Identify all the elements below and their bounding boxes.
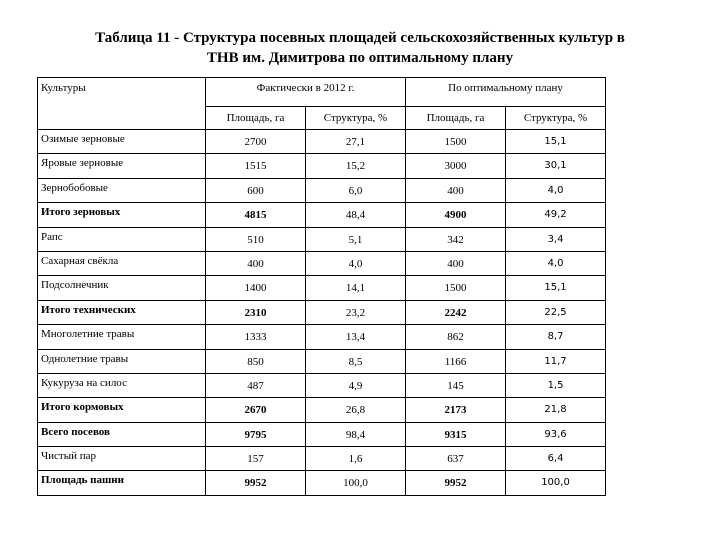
table-row [38,276,606,300]
optimal-area-cell: 637 [406,447,506,471]
crop-name-cell: Однолетние травы [38,349,206,373]
optimal-structure-cell: 8,7 [506,325,606,349]
actual-area-cell: 400 [206,251,306,275]
actual-area-cell: 2670 [206,398,306,422]
header-structure-optimal: Структура, % [506,107,606,130]
table-row [38,422,606,446]
table-row [38,251,606,275]
optimal-structure-cell: 11,7 [506,349,606,373]
header-area-actual: Площадь, га [206,107,306,130]
crop-name-cell: Кукуруза на силос [38,373,206,397]
optimal-area-cell: 400 [406,251,506,275]
table-row [38,471,606,495]
actual-structure-cell: 6,0 [306,178,406,202]
table-row [38,154,606,178]
header-structure-actual: Структура, % [306,107,406,130]
actual-structure-cell: 8,5 [306,349,406,373]
crop-name-cell: Озимые зерновые [38,130,206,154]
header-actual-2012: Фактически в 2012 г. [206,78,406,107]
table-row [38,398,606,422]
table-row [38,178,606,202]
optimal-area-cell: 4900 [406,203,506,227]
actual-area-cell: 2700 [206,130,306,154]
actual-area-cell: 157 [206,447,306,471]
crop-name-cell: Яровые зерновые [38,154,206,178]
optimal-area-cell: 862 [406,325,506,349]
optimal-structure-cell: 22,5 [506,300,606,324]
crop-name-cell: Всего посевов [38,422,206,446]
optimal-area-cell: 2173 [406,398,506,422]
table-row [38,447,606,471]
actual-structure-cell: 98,4 [306,422,406,446]
optimal-structure-cell: 1,5 [506,373,606,397]
optimal-structure-cell: 4,0 [506,178,606,202]
crop-name-cell: Многолетние травы [38,325,206,349]
actual-structure-cell: 100,0 [306,471,406,495]
table-title-line-2: ТНВ им. Димитрова по оптимальному плану [206,50,514,66]
table-row [38,349,606,373]
actual-area-cell: 1333 [206,325,306,349]
actual-area-cell: 9795 [206,422,306,446]
actual-structure-cell: 23,2 [306,300,406,324]
actual-structure-cell: 4,9 [306,373,406,397]
header-area-optimal: Площадь, га [406,107,506,130]
optimal-structure-cell: 3,4 [506,227,606,251]
table-title-line-1: Таблица 11 - Структура посевных площадей сельскохозяйственных культур в [95,30,625,46]
table-row [38,373,606,397]
crop-name-cell: Рапс [38,227,206,251]
optimal-structure-cell: 49,2 [506,203,606,227]
actual-area-cell: 1515 [206,154,306,178]
table-row [38,130,606,154]
table-title [20,28,700,68]
actual-structure-cell: 4,0 [306,251,406,275]
optimal-structure-cell: 93,6 [506,422,606,446]
actual-structure-cell: 48,4 [306,203,406,227]
header-row-1 [38,78,606,107]
actual-area-cell: 487 [206,373,306,397]
actual-structure-cell: 26,8 [306,398,406,422]
crop-name-cell: Чистый пар [38,447,206,471]
crop-name-cell: Итого кормовых [38,398,206,422]
header-crops: Культуры [38,78,206,130]
optimal-area-cell: 9315 [406,422,506,446]
crop-name-cell: Сахарная свёкла [38,251,206,275]
actual-area-cell: 2310 [206,300,306,324]
optimal-area-cell: 9952 [406,471,506,495]
actual-area-cell: 9952 [206,471,306,495]
actual-area-cell: 850 [206,349,306,373]
actual-area-cell: 510 [206,227,306,251]
header-optimal-plan: По оптимальному плану [406,78,606,107]
table-body [38,130,606,496]
actual-structure-cell: 5,1 [306,227,406,251]
actual-structure-cell: 13,4 [306,325,406,349]
optimal-area-cell: 3000 [406,154,506,178]
actual-structure-cell: 14,1 [306,276,406,300]
crop-name-cell: Зернобобовые [38,178,206,202]
optimal-area-cell: 1500 [406,276,506,300]
actual-structure-cell: 27,1 [306,130,406,154]
optimal-area-cell: 1500 [406,130,506,154]
optimal-structure-cell: 15,1 [506,130,606,154]
actual-area-cell: 4815 [206,203,306,227]
optimal-area-cell: 342 [406,227,506,251]
table-row [38,325,606,349]
crop-structure-table [37,77,606,496]
optimal-structure-cell: 15,1 [506,276,606,300]
optimal-structure-cell: 21,8 [506,398,606,422]
optimal-area-cell: 145 [406,373,506,397]
table-row [38,300,606,324]
crop-name-cell: Подсолнечник [38,276,206,300]
optimal-structure-cell: 6,4 [506,447,606,471]
optimal-area-cell: 2242 [406,300,506,324]
table-row [38,227,606,251]
optimal-area-cell: 1166 [406,349,506,373]
crop-name-cell: Итого зерновых [38,203,206,227]
actual-area-cell: 1400 [206,276,306,300]
optimal-structure-cell: 30,1 [506,154,606,178]
crop-name-cell: Площадь пашни [38,471,206,495]
optimal-area-cell: 400 [406,178,506,202]
optimal-structure-cell: 4,0 [506,251,606,275]
actual-structure-cell: 1,6 [306,447,406,471]
actual-structure-cell: 15,2 [306,154,406,178]
optimal-structure-cell: 100,0 [506,471,606,495]
actual-area-cell: 600 [206,178,306,202]
crop-name-cell: Итого технических [38,300,206,324]
table-row [38,203,606,227]
